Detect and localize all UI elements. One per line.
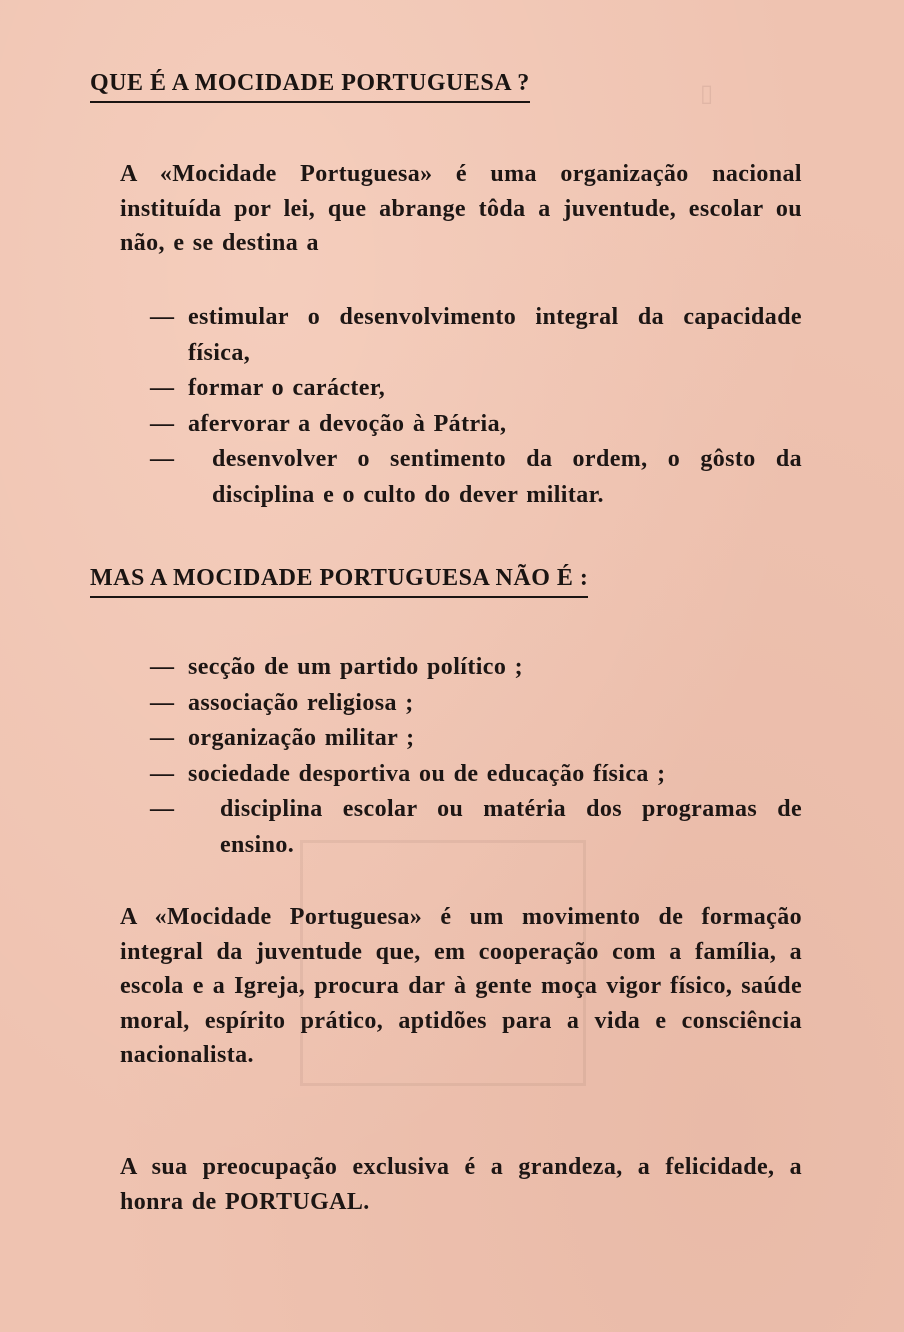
- movement-paragraph: A «Mocidade Portuguesa» é um movimento de formação integral da juventude que, em cooperação com a família, a escola e a Igreja, procura dar à gente moça vigor físico, saúde moral, espírito prático, aptidões para a vida e consciência nacionalista.: [120, 904, 802, 1068]
- list-item: — secção de um partido político ;: [150, 650, 802, 686]
- closing-paragraph: A sua preocupação exclusiva é a grandeza, a felicidade, a honra de PORTUGAL.: [120, 1154, 802, 1215]
- list-item: — organização militar ;: [150, 721, 802, 757]
- list-item: — afervorar a devoção à Pátria,: [150, 407, 802, 443]
- list-item: — associação religiosa ;: [150, 686, 802, 722]
- list-item: — sociedade desportiva ou de educação física ;: [150, 757, 802, 793]
- list-item: — disciplina escolar ou matéria dos programas de ensino.: [150, 792, 802, 863]
- intro-paragraph: A «Mocidade Portuguesa» é uma organização nacional instituída por lei, que abrange tôda a juventude, escolar ou não, e se destina a: [120, 161, 802, 256]
- section-heading-what-is: QUE É A MOCIDADE PORTUGUESA ?: [90, 70, 530, 103]
- section-heading-is-not: MAS A MOCIDADE PORTUGUESA NÃO É :: [90, 565, 588, 598]
- is-not-list: [150, 650, 802, 863]
- purpose-list: [150, 300, 802, 513]
- list-item: — desenvolver o sentimento da ordem, o gôsto da disciplina e o culto do dever militar.: [150, 442, 802, 513]
- list-item: — formar o carácter,: [150, 371, 802, 407]
- list-item: — estimular o desenvolvimento integral da capacidade física,: [150, 300, 802, 371]
- show-through-decoration: ▯: [700, 78, 715, 107]
